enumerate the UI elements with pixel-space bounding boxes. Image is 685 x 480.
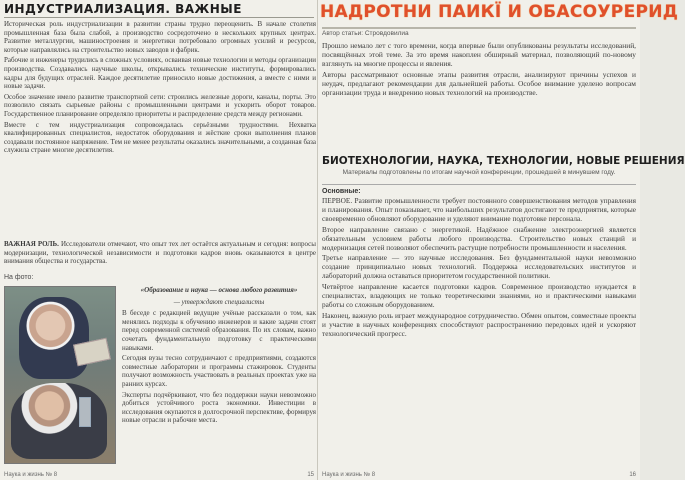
right-paragraph: Второе направление связано с энергетикой. Надёжное снабжение электроэнергией является обязательным условием работы любого производства. Строительство новых станций и модернизация сетей позволяют обеспечить растущие потребности промышленности и населения. [322,224,636,252]
left-paragraph: Рабочие и инженеры трудились в сложных условиях, осваивая новые технологии и методы организации производства. Создавались научные школы, открывались технические институты, формировались кадры для будущих отраслей. Каждое десятилетие приносило новые достижения, а вместе с ними и новые задачи. [4,56,316,91]
photo-glass [79,397,91,427]
photo-person-drinking [11,383,107,459]
intro-paragraph: Прошло немало лет с того времени, когда впервые были опубликованы результаты исследований, посвящённых этой теме. За это время накоплен обширный материал, позволяющий по-новому взглянуть на многие процессы и явления. [322,41,636,68]
photo-caption: На фото: [4,274,34,281]
interview-subhead-2: — утверждают специалисты [173,297,265,306]
photo-person-reading [19,297,89,379]
left-interview-column [122,286,316,464]
right-article-body [322,197,636,465]
right-page [318,0,685,480]
right-intro-text [322,41,636,153]
interview-paragraph: В беседе с редакцией ведущие учёные рассказали о том, как менялись подходы к обучению инженеров и какие задачи стоят перед современной системой образования. По их словам, важно сочетать фундаментальную подготовку с практическими навыками. [122,309,316,352]
right-paragraph: Наконец, важную роль играет международное сотрудничество. Обмен опытом, совместные проекты и участие в научных конференциях способствуют распространению передовых идей и ускоряют технологический прогресс. [322,310,636,338]
left-bottom-text [4,240,316,272]
right-page-footer [322,472,636,478]
title-divider [322,27,636,29]
left-paragraph: Историческая роль индустриализации в развитии страны трудно переоценить. В начале столетия промышленная база была слабой, а производство сосредоточено в нескольких крупных центрах. Развитие металлургии, машиностроения и энергетики потребовало огромных усилий и ресурсов, которые направлялись на строительство новых заводов и фабрик. [4,20,316,54]
section-label: Основные: [322,188,361,195]
section-banner-note: Материалы подготовлены по итогам научной конференции, прошедшей в минувшем году. [322,169,636,185]
left-paragraph: Особое значение имело развитие транспортной сети: строились железные дороги, каналы, порты. Это позволило связать сырьевые районы с промышленными центрами и ускорить оборот товаров. Государственное планирование определяло приоритеты и распределение средств между регионами. [4,92,316,118]
right-paragraph: ПЕРВОЕ. Развитие промышленности требует постоянного совершенствования методов управления и планирования. Опыт показывает, что наибольших результатов достигают те предприятия, которые своевременно обновляют оборудование и уделяют внимание подготовке персонала. [322,196,636,223]
left-article-body [4,20,316,238]
left-page-number: 15 [307,472,314,478]
left-page-footer [4,472,314,478]
left-page-header: ИНДУСТРИАЛИЗАЦИЯ. ВАЖНЫЕ [4,2,314,18]
section-banner: БИОТЕХНОЛОГИИ, НАУКА, ТЕХНОЛОГИИ, НОВЫЕ РЕШЕНИЯ [322,155,685,167]
left-footer-publication: Наука и жизнь № 8 [4,472,58,478]
interview-subhead: «Образование и наука — основа любого развития» [140,286,298,294]
left-bottom-paragraph: Исследователи отмечают, что опыт тех лет остаётся актуальным и сегодня: вопросы модернизации, технологической независимости и подготовки кадров вновь оказываются в центре внимания общества и государства. [4,240,316,266]
right-page-number: 16 [629,472,636,478]
right-paragraph: Четвёртое направление касается подготовки кадров. Современное производство нуждается в специалистах, владеющих не только теоретическими знаниями, но и практическими навыками работы со сложным оборудованием. [322,282,636,309]
interview-paragraph: Эксперты подчёркивают, что без поддержки науки невозможно добиться устойчивого роста экономики. Инвестиции в исследования окупаются в долгосрочной перспективе, формируя новые отрасли и рабочие места. [122,390,316,425]
left-page [0,0,318,480]
left-paragraph: Вместе с тем индустриализация сопровождалась серьёзными трудностями. Нехватка квалифицированных специалистов, недостаток оборудования и жёсткие сроки выполнения планов создавали постоянное напряжение. Тем не менее результаты оказались значительными, а созданная база служила стране многие десятилетия. [4,120,316,155]
left-bottom-lead: ВАЖНАЯ РОЛЬ. [4,240,59,248]
right-page-byline: Автор статьи: Стровдовилиа [322,30,409,37]
intro-paragraph: Авторы рассматривают основные этапы развития отрасли, анализируют причины успехов и неудач, предлагают рекомендации для дальнейшей работы. Особое внимание уделено вопросам организации труда и внедрению новых технологий на производстве. [322,70,636,97]
right-paragraph: Третье направление — это научные исследования. Без фундаментальной науки невозможно создание принципиально новых технологий. Поддержка исследовательских институтов и лабораторий должна оставаться приоритетом государственной политики. [322,253,636,281]
right-page-title: НАДРОТНИ ПАИКЇ И ОБАСОУРЕРИД [320,2,679,22]
interview-paragraph: Сегодня вузы тесно сотрудничают с предприятиями, создаются совместные лаборатории и программы стажировок. Студенты получают возможность участвовать в реальных проектах уже на ранних курсах. [122,354,316,388]
article-photo [4,286,116,464]
right-footer-publication: Наука и жизнь № 8 [322,472,376,478]
